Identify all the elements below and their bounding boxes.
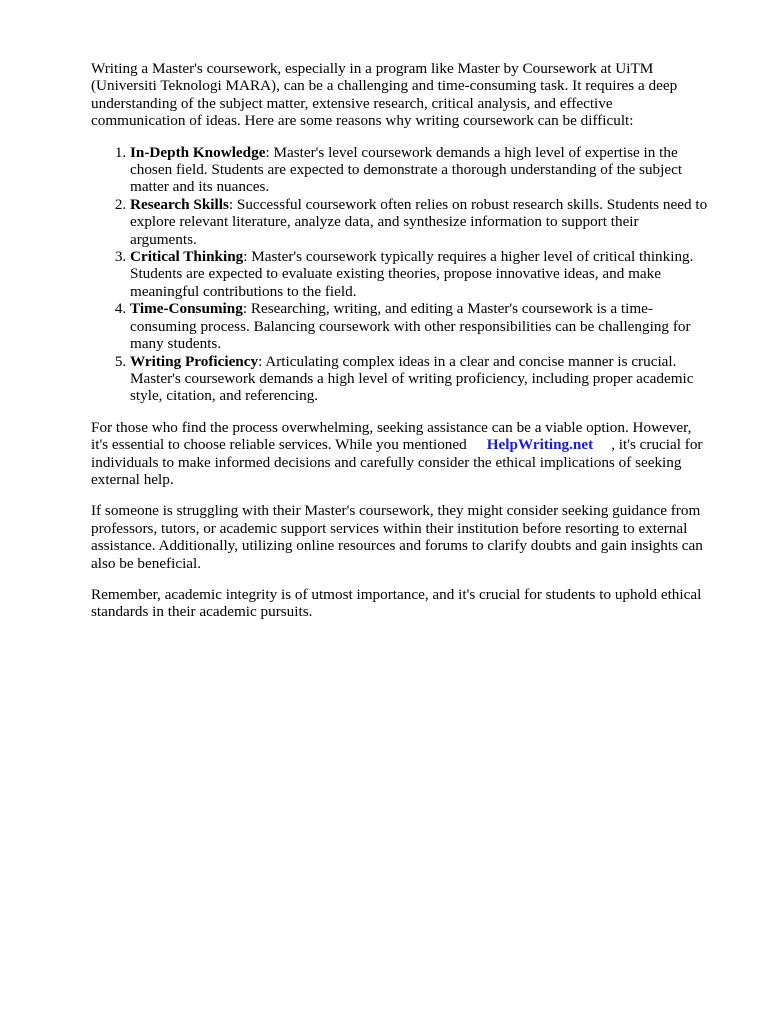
list-item [130, 144, 708, 196]
struggling-paragraph: If someone is struggling with their Master's coursework, they might consider seeking guidance from professors, tutors, or academic support services within their institution before resorting to external assistance. Additionally, utilizing online resources and forums to clarify doubts and gain insights can also be beneficial. [91, 502, 703, 572]
assistance-paragraph [91, 419, 708, 489]
list-item [130, 300, 708, 352]
reason-text: : Master's level coursework demands a high level of expertise in the chosen field. Students are expected to demonstrate a thorough understanding of the subject matter and its nuances. [130, 143, 683, 196]
reason-term: In-Depth Knowledge [130, 143, 266, 161]
closing-paragraph: Remember, academic integrity is of utmost importance, and it's crucial for students to uphold ethical standards in their academic pursuits. [91, 585, 702, 621]
reason-text: : Researching, writing, and editing a Master's coursework is a time-consuming process. Balancing coursework with other responsibilities can be challenging for many students. [130, 300, 691, 353]
list-item [130, 248, 708, 300]
assistance-text-before: For those who find the process overwhelming, seeking assistance can be a viable option. However, it's essential to choose reliable services. While you mentioned [91, 418, 692, 454]
reason-term: Critical Thinking [130, 248, 244, 266]
reason-term: Time-Consuming [130, 300, 243, 318]
helpwriting-link[interactable]: HelpWriting.net [486, 436, 594, 454]
reason-text: : Master's coursework typically requires a higher level of critical thinking. Students are expected to evaluate existing theories, propose innovative ideas, and make meaningful contributions to the field. [130, 248, 694, 300]
reasons-list [91, 144, 708, 405]
reason-text: : Successful coursework often relies on robust research skills. Students need to explore relevant literature, analyze data, and synthesize information to support their arguments. [130, 195, 708, 248]
list-item [130, 196, 708, 248]
list-item [130, 353, 708, 405]
assistance-text-after: , it's crucial for individuals to make informed decisions and carefully consider the ethical implications of seeking external help. [91, 436, 703, 488]
reason-term: Writing Proficiency [130, 352, 259, 370]
reason-term: Research Skills [130, 195, 229, 213]
reason-text: : Articulating complex ideas in a clear and concise manner is crucial. Master's coursework demands a high level of writing proficiency, including proper academic style, citation, and referencing. [130, 352, 694, 405]
intro-paragraph: Writing a Master's coursework, especially in a program like Master by Coursework at UiTM (Universiti Teknologi MARA), can be a challenging and time-consuming task. It requires a deep understanding of the subject matter, extensive research, critical analysis, and effective communication of ideas. Here are some reasons why writing coursework can be difficult: [91, 60, 678, 130]
